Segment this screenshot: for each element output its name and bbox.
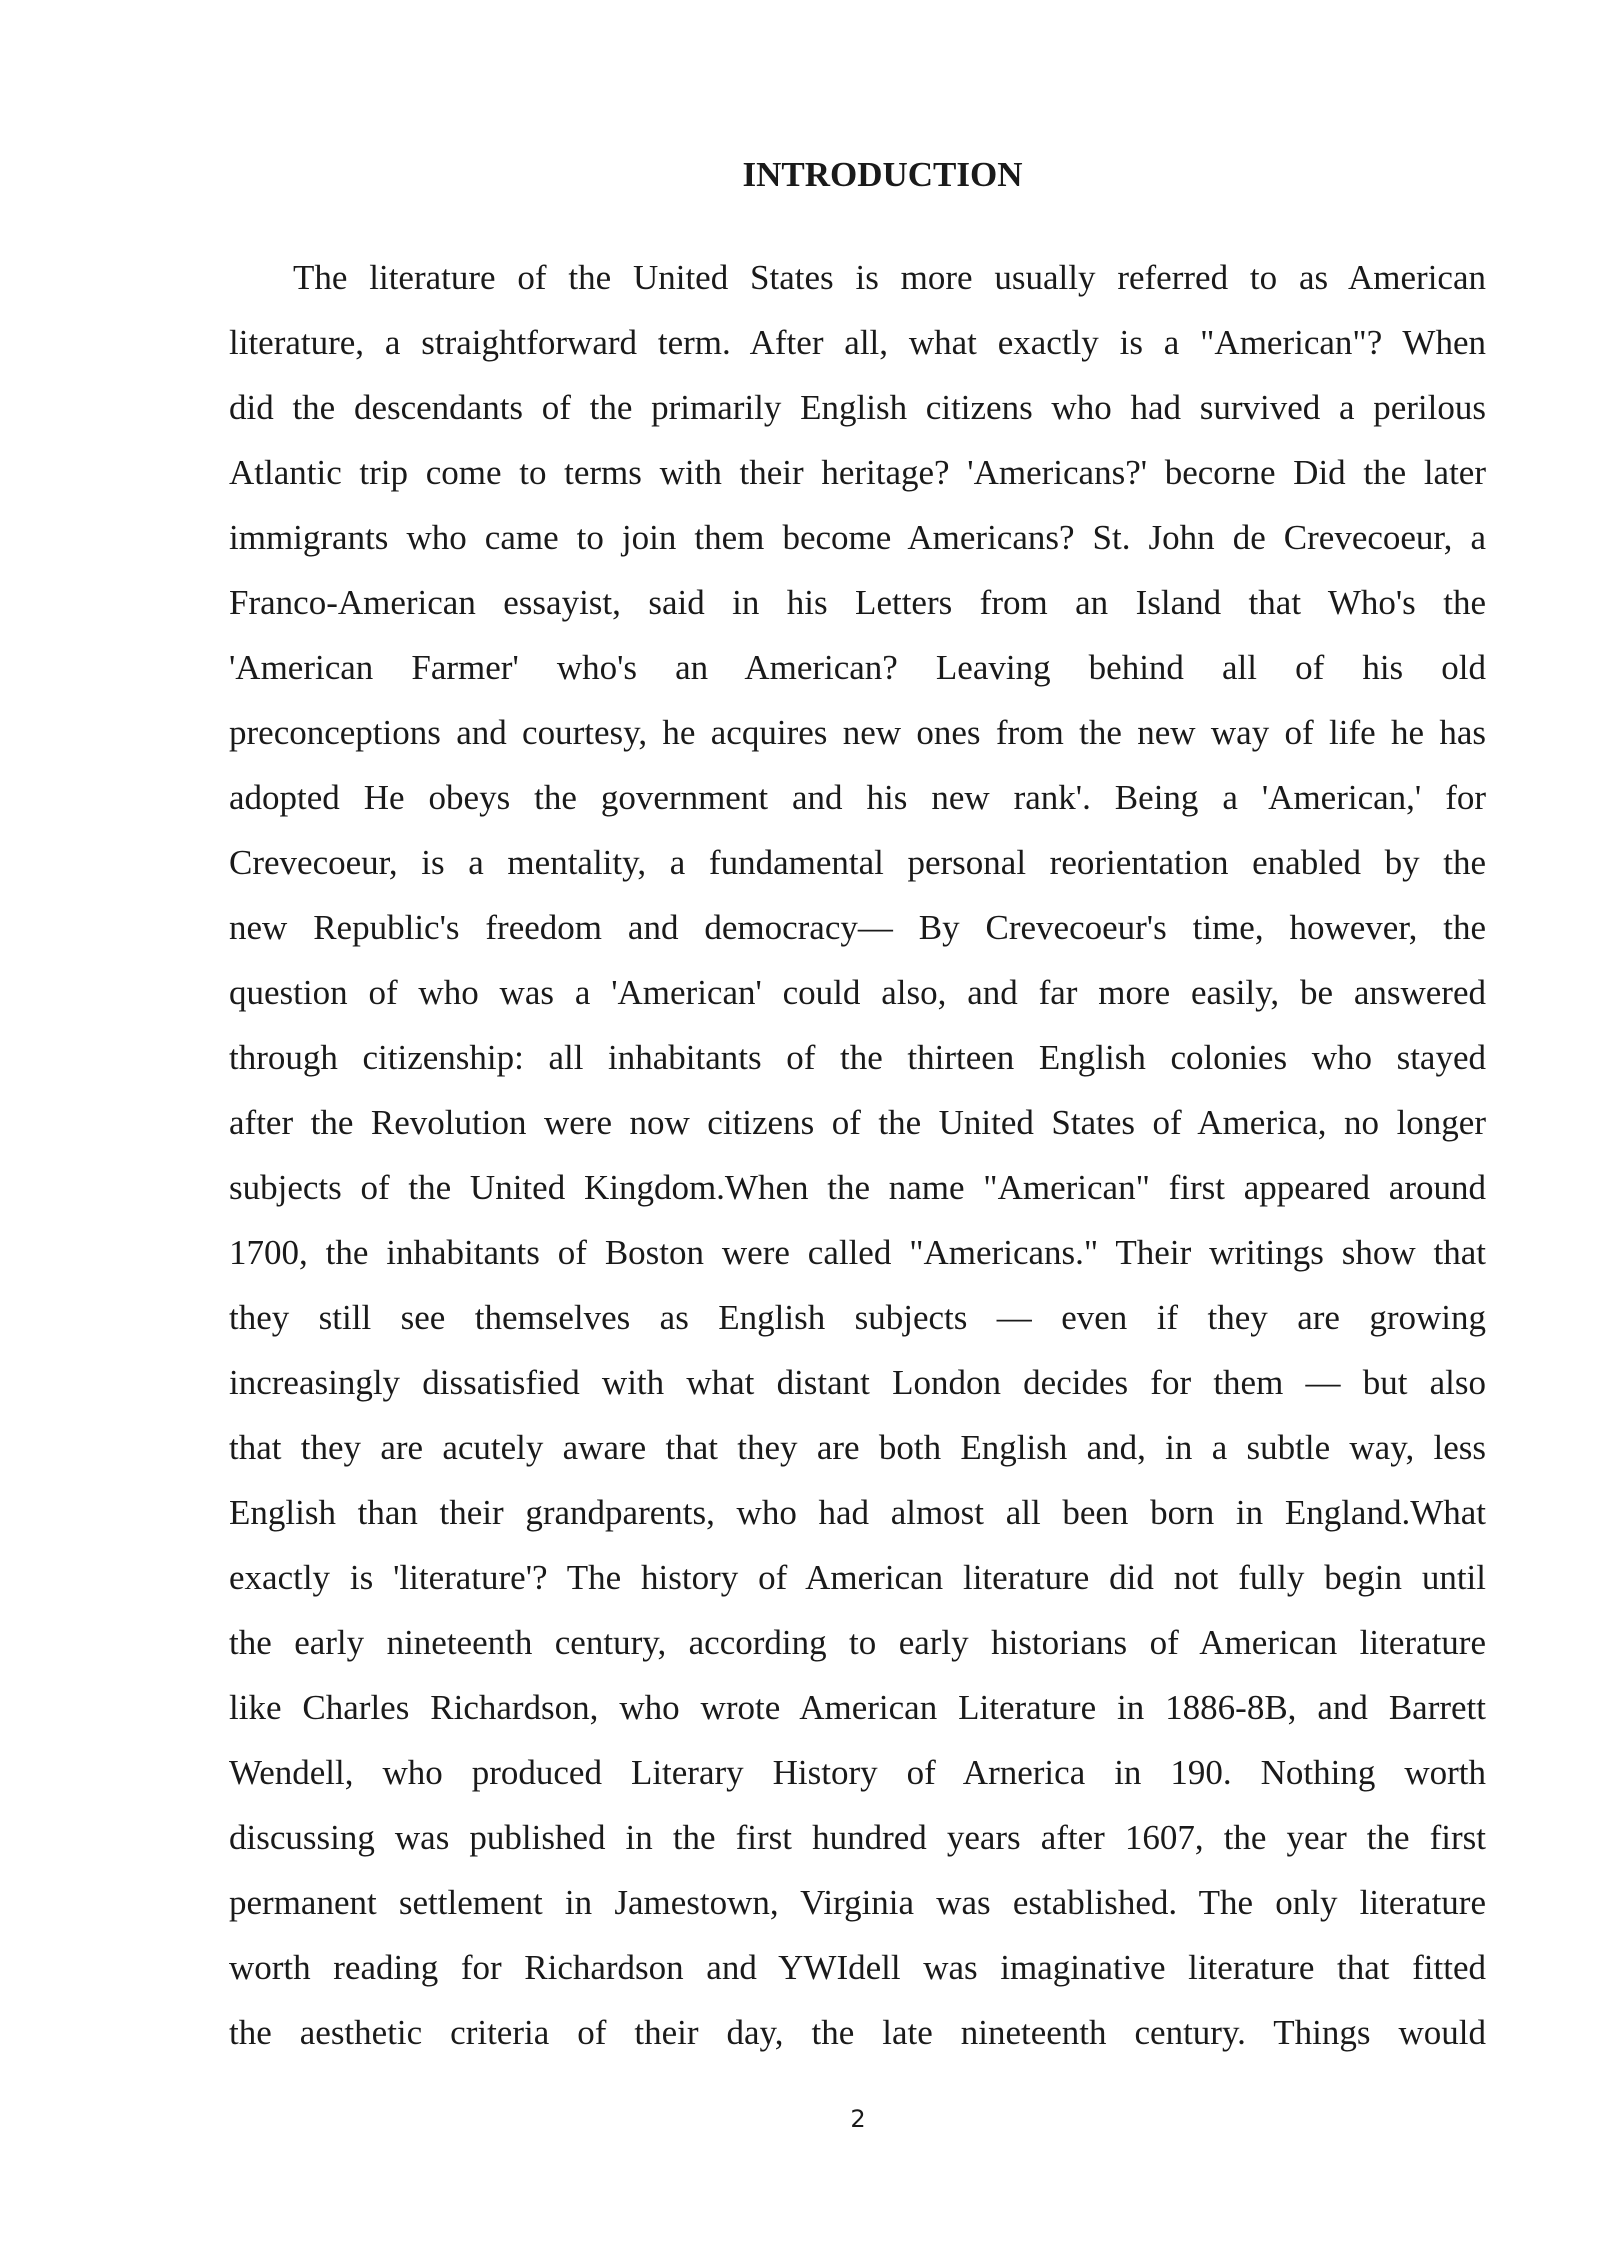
- text-line: increasingly dissatisfied with what distant London decides for them — but also: [229, 1363, 1486, 1402]
- page-title: INTRODUCTION: [742, 155, 1023, 194]
- text-line: new Republic's freedom and democracy— By Crevecoeur's time, however, the: [229, 908, 1486, 947]
- text-line: question of who was a 'American' could also, and far more easily, be answered: [229, 973, 1486, 1012]
- text-line: worth reading for Richardson and YWIdell was imaginative literature that fitted: [229, 1948, 1486, 1987]
- text-line: Crevecoeur, is a mentality, a fundamental personal reorientation enabled by the: [229, 843, 1486, 882]
- text-line: Wendell, who produced Literary History of Arnerica in 190. Nothing worth: [229, 1753, 1486, 1792]
- body-paragraph: [229, 245, 1486, 2065]
- text-line: like Charles Richardson, who wrote American Literature in 1886-8B, and Barrett: [229, 1688, 1486, 1727]
- text-line: The literature of the United States is more usually referred to as American: [293, 258, 1486, 297]
- text-line: Atlantic trip come to terms with their heritage? 'Americans?' becorne Did the later: [229, 453, 1486, 492]
- text-line: English than their grandparents, who had almost all been born in England.What: [229, 1493, 1486, 1532]
- page-number: 2: [850, 2105, 866, 2133]
- text-line: literature, a straightforward term. After all, what exactly is a "American"? When: [229, 323, 1486, 362]
- text-line: exactly is 'literature'? The history of American literature did not fully begin until: [229, 1558, 1486, 1597]
- text-line: through citizenship: all inhabitants of the thirteen English colonies who stayed: [229, 1038, 1486, 1077]
- text-line: subjects of the United Kingdom.When the name "American" first appeared around: [229, 1168, 1486, 1207]
- text-line: 1700, the inhabitants of Boston were called "Americans." Their writings show that: [229, 1233, 1486, 1272]
- text-line: they still see themselves as English subjects — even if they are growing: [229, 1298, 1486, 1337]
- text-line: immigrants who came to join them become Americans? St. John de Crevecoeur, a: [229, 518, 1486, 557]
- text-line: after the Revolution were now citizens of the United States of America, no longer: [229, 1103, 1486, 1142]
- text-line: Franco-American essayist, said in his Letters from an Island that Who's the: [229, 583, 1486, 622]
- text-line: permanent settlement in Jamestown, Virginia was established. The only literature: [229, 1883, 1486, 1922]
- text-line: that they are acutely aware that they are both English and, in a subtle way, less: [229, 1428, 1486, 1467]
- text-line: 'American Farmer' who's an American? Leaving behind all of his old: [229, 648, 1486, 687]
- text-line: did the descendants of the primarily English citizens who had survived a perilous: [229, 388, 1486, 427]
- text-line: the early nineteenth century, according to early historians of American literature: [229, 1623, 1486, 1662]
- text-line: preconceptions and courtesy, he acquires new ones from the new way of life he has: [229, 713, 1486, 752]
- text-line: discussing was published in the first hundred years after 1607, the year the first: [229, 1818, 1486, 1857]
- text-line: the aesthetic criteria of their day, the late nineteenth century. Things would: [229, 2013, 1486, 2052]
- text-line: adopted He obeys the government and his new rank'. Being a 'American,' for: [229, 778, 1486, 817]
